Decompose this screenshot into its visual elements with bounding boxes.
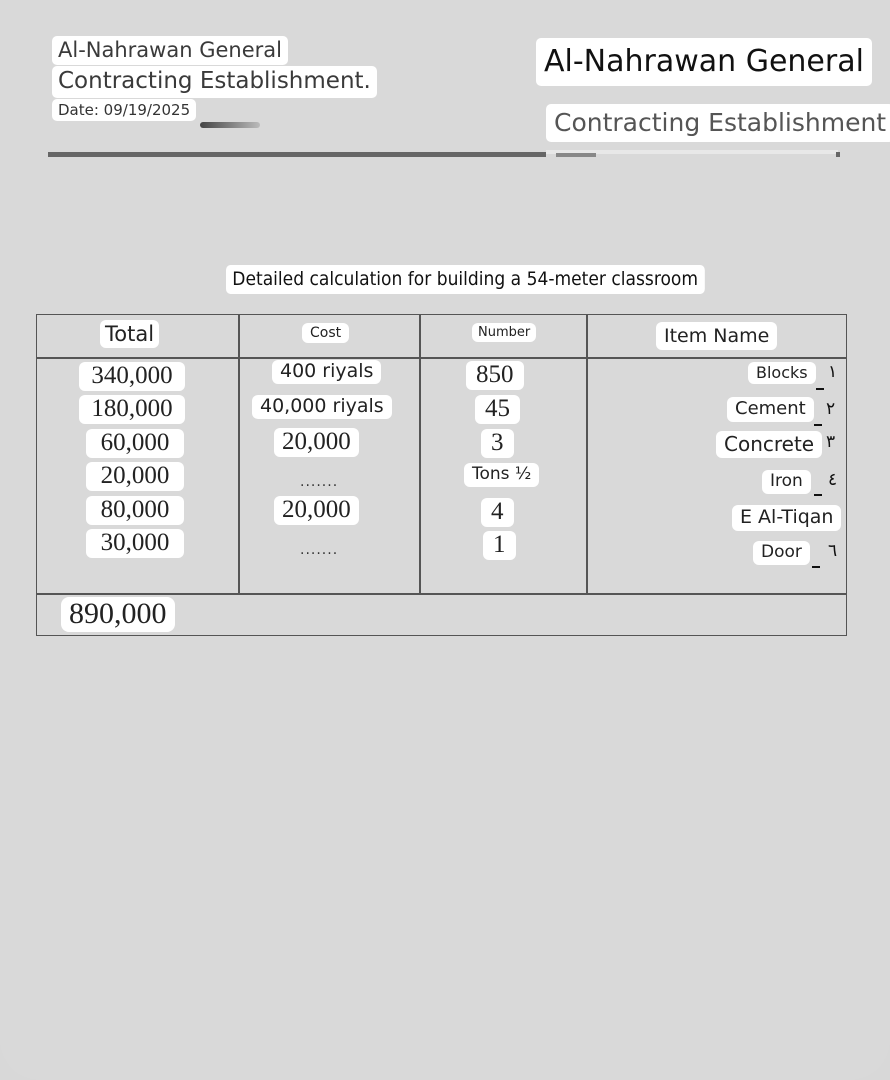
row-item-name: Door: [753, 541, 810, 565]
document-date: Date: 09/19/2025: [52, 99, 196, 121]
company-name-left-line1: Al-Nahrawan General: [52, 36, 288, 65]
row-number: 850: [466, 361, 524, 390]
row-cost-blank: .......: [300, 474, 339, 490]
row-index-underline: [814, 424, 822, 426]
row-index-underline: [816, 388, 824, 390]
row-item-name: Concrete: [716, 431, 822, 458]
row-index: ٣: [826, 432, 836, 452]
company-name-left-line2: Contracting Establishment.: [52, 66, 377, 98]
row-number: Tons ½: [464, 463, 539, 487]
row-total: 20,000: [86, 462, 184, 491]
row-index: ٢: [826, 399, 836, 419]
row-number: 4: [481, 498, 514, 527]
table-column-divider: [419, 314, 421, 594]
row-index: ٤: [828, 470, 838, 490]
row-number: 1: [483, 531, 516, 560]
header-divider-end: [836, 152, 840, 157]
row-cost: 400 riyals: [272, 360, 381, 384]
header-divider-fleck: [556, 153, 596, 157]
row-index-underline: [812, 566, 820, 568]
row-total: 60,000: [86, 429, 184, 458]
row-item-name: Cement: [727, 397, 814, 422]
header-total: Total: [100, 320, 159, 348]
row-total: 80,000: [86, 496, 184, 525]
row-number: 45: [475, 395, 520, 424]
row-cost: 20,000: [274, 428, 359, 457]
row-item-name: E Al-Tiqan: [732, 505, 841, 531]
row-cost: 40,000 riyals: [252, 395, 392, 419]
row-item-name: Blocks: [748, 362, 816, 384]
table-column-divider: [586, 314, 588, 594]
header-divider: [48, 152, 546, 157]
row-index-underline: [814, 494, 822, 496]
table-column-divider: [238, 314, 240, 594]
row-cost: 20,000: [274, 496, 359, 525]
header-item-name: Item Name: [656, 322, 777, 350]
row-index: ٦: [828, 541, 838, 561]
table-header-divider: [36, 357, 847, 359]
row-total: 340,000: [79, 362, 185, 391]
grand-total: 890,000: [61, 597, 175, 632]
row-total: 30,000: [86, 529, 184, 558]
document-title: Detailed calculation for building a 54-meter classroom: [226, 265, 704, 294]
row-item-name: Iron: [762, 470, 811, 494]
header-number: Number: [472, 323, 536, 342]
company-name-right-line2: Contracting Establishment: [546, 104, 890, 142]
header-cost: Cost: [302, 323, 349, 343]
ink-smudge: [200, 122, 260, 128]
row-cost-blank: .......: [300, 542, 339, 558]
row-total: 180,000: [79, 395, 185, 424]
company-name-right-line1: Al-Nahrawan General: [536, 38, 872, 86]
row-index: ١: [828, 362, 838, 382]
table-total-divider: [36, 593, 847, 595]
row-number: 3: [481, 429, 514, 458]
